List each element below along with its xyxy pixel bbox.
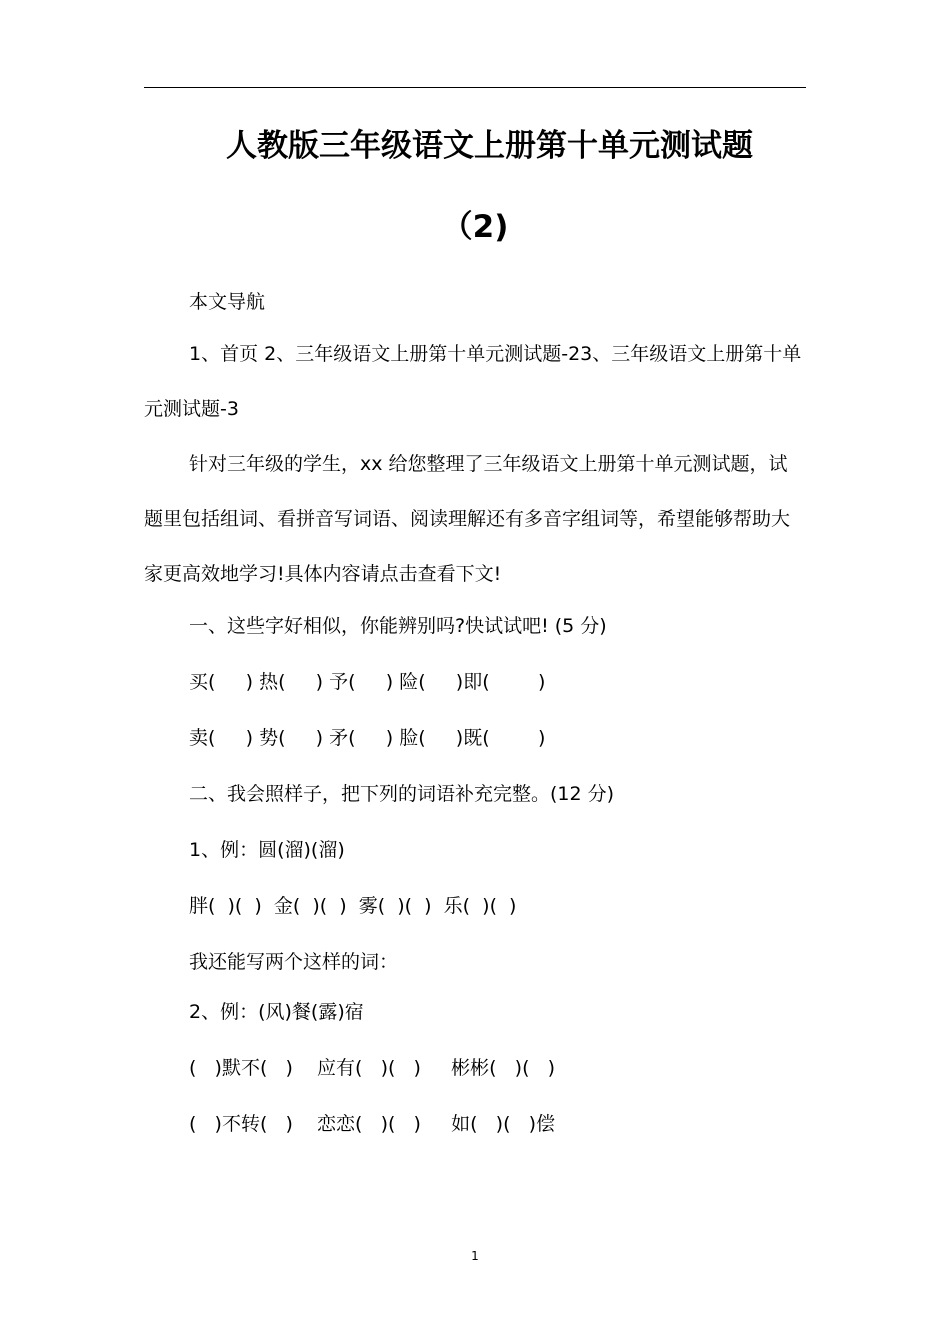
nav-heading: 本文导航 [189,291,266,313]
document-title-line1: 人教版三年级语文上册第十单元测试题 [226,128,753,164]
document-title-line2: （2) [441,209,509,245]
page-number: 1 [471,1249,479,1263]
nav-links[interactable]: 1、首页 2、三年级语文上册第十单元测试题-23、三年级语文上册第十单元测试题-3 [144,343,802,420]
section2-heading: 二、我会照样子，把下列的词语补充完整。(12 分) [189,783,615,805]
q1-prompt: 我还能写两个这样的词： [189,951,399,973]
section1-heading: 一、这些字好相似，你能辨别吗?快试试吧! (5 分) [189,615,607,637]
section1-row2: 卖( ) 势( ) 矛( ) 脸( )既( ) [189,727,546,749]
q2-row1: ( )默不( ) 应有( )( ) 彬彬( )( ) [189,1057,556,1079]
header-rule [144,87,806,88]
q2-example: 2、例：(风)餐(露)宿 [189,1001,364,1023]
q1-example: 1、例：圆(溜)(溜) [189,839,345,861]
section1-row1: 买( ) 热( ) 予( ) 险( )即( ) [189,671,546,693]
intro-paragraph: 针对三年级的学生，xx 给您整理了三年级语文上册第十单元测试题，试题里包括组词、看拼音写词语、阅读理解还有多音字组词等，希望能够帮助大家更高效地学习!具体内容请点击查看下文! [144,453,791,585]
q2-row2: ( )不转( ) 恋恋( )( ) 如( )( )偿 [189,1113,556,1135]
q1-items: 胖( )( ) 金( )( ) 雾( )( ) 乐( )( ) [189,895,517,917]
